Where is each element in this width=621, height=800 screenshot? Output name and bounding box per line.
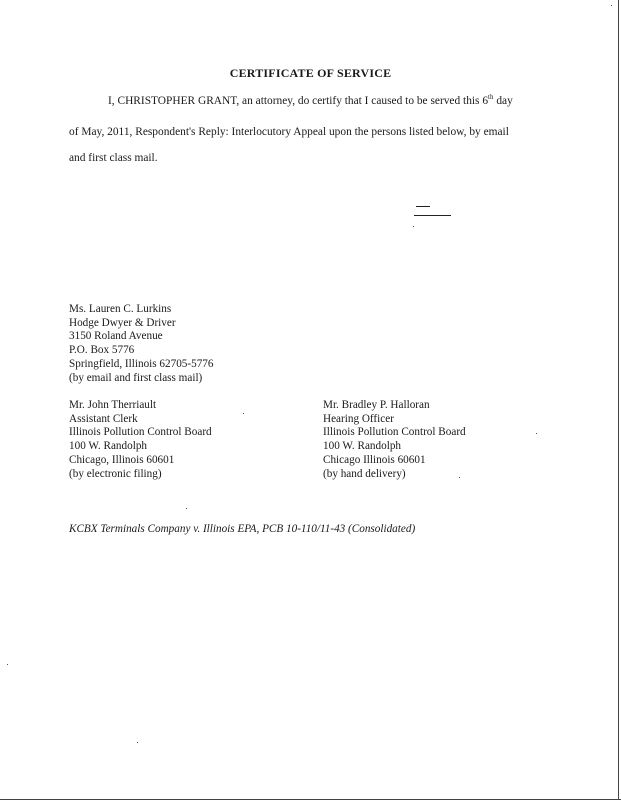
signature-line (414, 215, 451, 216)
address-line: Illinois Pollution Control Board (69, 426, 212, 439)
address-line: 100 W. Randolph (323, 440, 402, 453)
scan-speck (243, 413, 244, 414)
address-line: 100 W. Randolph (69, 440, 148, 453)
scan-speck (7, 664, 8, 665)
recipient-address-therriault (69, 399, 212, 481)
scan-speck (186, 508, 187, 509)
recipient-address-halloran (323, 399, 466, 481)
address-line: Illinois Pollution Control Board (323, 426, 466, 439)
address-line: Hodge Dwyer & Driver (69, 316, 176, 329)
certification-line-1 (108, 95, 513, 107)
address-line: Chicago Illinois 60601 (323, 453, 426, 466)
scan-speck (137, 742, 138, 743)
case-caption: KCBX Terminals Company v. Illinois EPA, PCB 10-110/11-43 (Consolidated) (69, 523, 416, 535)
address-line: Chicago, Illinois 60601 (69, 453, 175, 466)
address-line: Springfield, Illinois 62705-5776 (69, 357, 214, 370)
certification-line-3: and first class mail. (69, 152, 158, 164)
scan-speck (459, 477, 460, 478)
ordinal-suffix: th (488, 93, 494, 102)
address-line: (by electronic filing) (69, 467, 162, 480)
address-line: Hearing Officer (323, 412, 394, 425)
certification-text-end: day (493, 95, 513, 107)
certification-line-2: of May, 2011, Respondent's Reply: Interlocutory Appeal upon the persons listed below, by email (69, 126, 509, 138)
address-line: (by hand delivery) (323, 467, 406, 480)
recipient-address-lurkins (69, 303, 214, 385)
certificate-title: CERTIFICATE OF SERVICE (229, 66, 392, 80)
address-line: P.O. Box 5776 (69, 344, 135, 357)
scan-speck (536, 433, 537, 434)
address-line: 3150 Roland Avenue (69, 330, 163, 343)
signature-mark (416, 206, 430, 207)
scan-speck (611, 5, 612, 6)
scan-edge-right (618, 0, 619, 800)
address-line: Ms. Lauren C. Lurkins (69, 303, 172, 315)
address-line: Mr. John Therriault (69, 399, 157, 411)
address-line: Mr. Bradley P. Halloran (323, 399, 430, 411)
address-line: Assistant Clerk (69, 412, 138, 425)
address-line: (by email and first class mail) (69, 371, 203, 384)
scan-speck (413, 226, 414, 227)
certification-text: I, CHRISTOPHER GRANT, an attorney, do certify that I caused to be served this 6 (108, 95, 489, 107)
